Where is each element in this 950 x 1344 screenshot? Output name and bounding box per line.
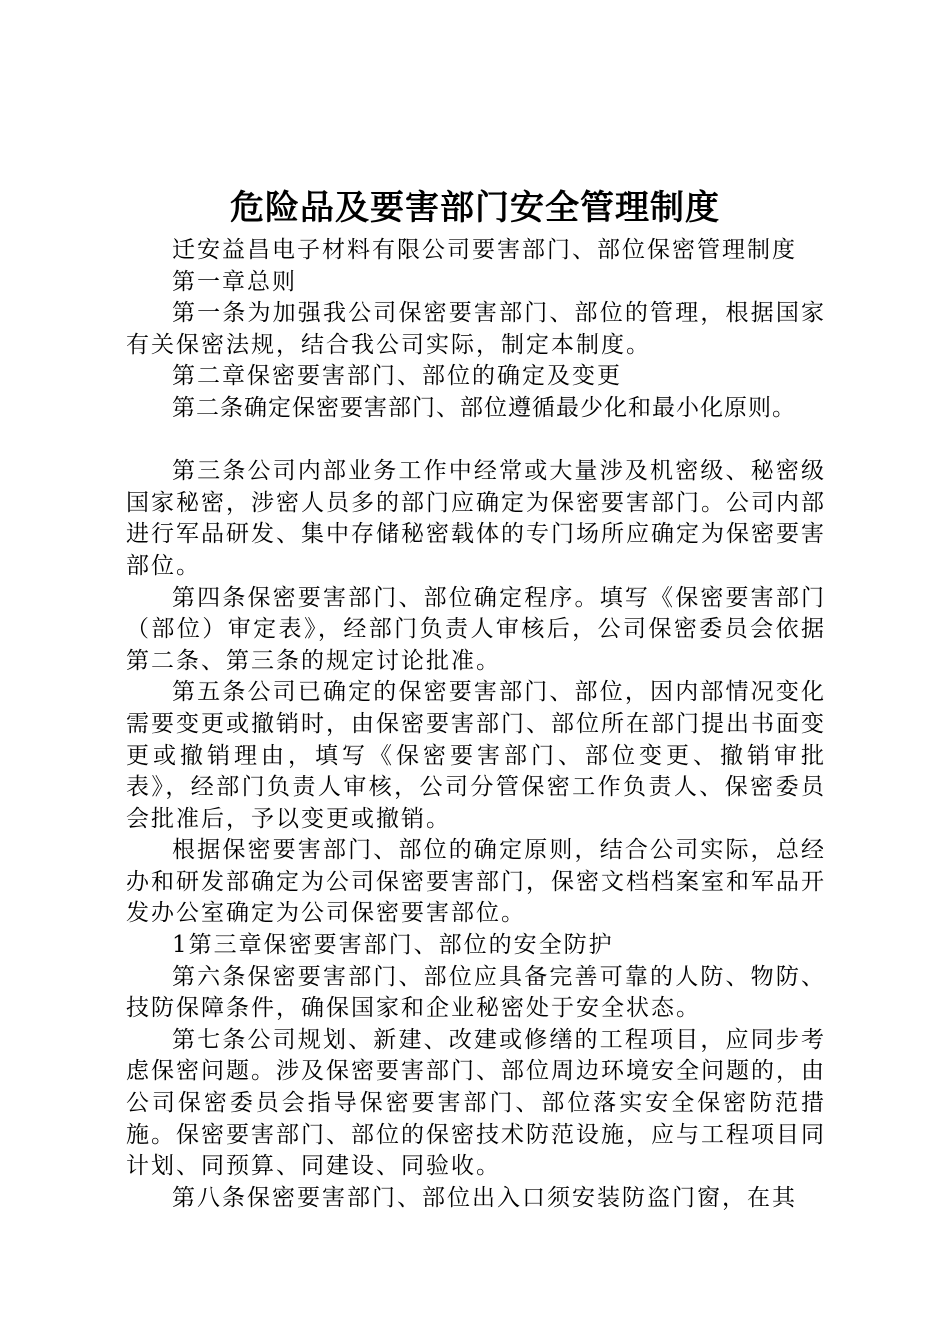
article-paragraph: 第一条为加强我公司保密要害部门、部位的管理，根据国家有关保密法规，结合我公司实际，制定本制度。 [126,300,826,358]
document-body [126,235,826,1214]
article-paragraph: 根据保密要害部门、部位的确定原则，结合公司实际，总经办和研发部确定为公司保密要害部门，保密文档档案室和军品开发办公室确定为公司保密要害部位。 [126,837,826,927]
chapter-heading: 第一章总则 [172,268,297,295]
document-title: 危险品及要害部门安全管理制度 [230,188,720,228]
article-paragraph: 第三条公司内部业务工作中经常或大量涉及机密级、秘密级国家秘密，涉密人员多的部门应确定为保密要害部门。公司内部进行军品研发、集中存储秘密载体的专门场所应确定为保密要害部位。 [126,458,826,579]
article-paragraph: 第六条保密要害部门、部位应具备完善可靠的人防、物防、技防保障条件，确保国家和企业秘密处于安全状态。 [126,963,826,1022]
article-paragraph: 第二条确定保密要害部门、部位遵循最少化和最小化原则。 [172,394,796,421]
chapter-heading: 1第三章保密要害部门、部位的安全防护 [172,932,614,959]
article-paragraph: 第五条公司已确定的保密要害部门、部位，因内部情况变化需要变更或撤销时，由保密要害部门、部位所在部门提出书面变更或撤销理由，填写《保密要害部门、部位变更、撤销审批表》，经部门负责人审核，公司分管保密工作负责人、保密委员会批准后，予以变更或撤销。 [126,679,826,832]
article-paragraph: 第四条保密要害部门、部位确定程序。填写《保密要害部门（部位）审定表》，经部门负责人审核后，公司保密委员会依据第二条、第三条的规定讨论批准。 [126,584,826,674]
article-paragraph: 第七条公司规划、新建、改建或修缮的工程项目，应同步考虑保密问题。涉及保密要害部门、部位周边环境安全问题的，由公司保密委员会指导保密要害部门、部位落实安全保密防范措施。保密要害部门、部位的保密技术防范设施，应与工程项目同计划、同预算、同建设、同验收。 [126,1026,826,1180]
article-paragraph: 第八条保密要害部门、部位出入口须安装防盗门窗，在其 [172,1184,797,1211]
company-heading: 迁安益昌电子材料有限公司要害部门、部位保密管理制度 [172,237,797,263]
chapter-heading: 第二章保密要害部门、部位的确定及变更 [172,363,622,390]
